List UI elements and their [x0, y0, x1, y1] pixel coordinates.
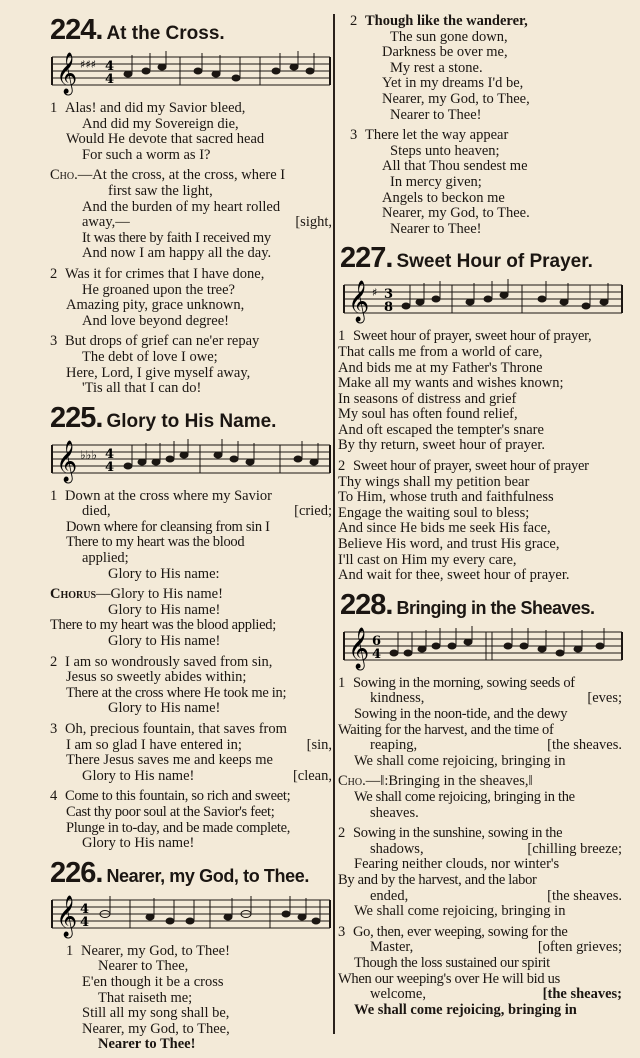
lyric-line: In seasons of distress and grief [338, 390, 517, 407]
hymn-name: Nearer, my God, to Thee. [106, 865, 309, 886]
lyric-line: And now I am happy all the day. [82, 245, 272, 262]
lyric-line: [clean, [292, 767, 332, 784]
verse-number: 2 [350, 13, 358, 29]
lyric-line: [the sheaves; [542, 986, 622, 1003]
svg-text:8: 8 [384, 300, 394, 316]
lyric-line: Nearer, my God, to Thee, [82, 1020, 230, 1037]
lyric-line: By thy return, sweet hour of prayer. [338, 437, 545, 454]
lyric-line: first saw the light, [108, 182, 213, 199]
lyric-line: My rest a stone. [390, 59, 483, 76]
lyric-line: Would He devote that sacred head [66, 131, 265, 148]
lyric-line: To Him, whose truth and faithfulness [338, 489, 554, 506]
lyric-line: Believe His word, and trust His grace, [338, 536, 560, 553]
svg-text:4: 4 [105, 72, 115, 87]
hymn-225-verse-4 [50, 789, 332, 851]
hymn-225-verse-1 [50, 489, 332, 583]
hymn-226-verse-2 [350, 14, 622, 123]
hymn-227-verse-1 [338, 329, 622, 454]
lyric-line: shadows, [370, 840, 424, 857]
hymn-number: 227. [340, 242, 393, 275]
hymn-225-verse-3 [50, 722, 332, 784]
lyric-line: We shall come rejoicing, bringing in [354, 752, 566, 769]
hymn-226-verse-1 [50, 944, 332, 1053]
lyric-line: applied; [82, 550, 129, 567]
lyric-line: And wait for thee, sweet hour of prayer. [338, 567, 570, 584]
verse-number: 4 [50, 788, 57, 805]
lyric-line: [the sheaves. [547, 887, 622, 904]
lyric-line: Nearer, my God, to Thee. [382, 205, 530, 222]
lyric-line: Darkness be over me, [382, 44, 508, 61]
lyric-line: Glory to His name: [108, 565, 220, 582]
lyric-line: Come to this fountain, so rich and sweet; [65, 788, 291, 805]
lyric-line: kindness, [370, 690, 425, 707]
svg-text:♯♯♯: ♯♯♯ [80, 58, 96, 71]
lyric-line: Angels to beckon me [382, 189, 505, 206]
verse-number: 3 [338, 923, 345, 940]
lyric-line: Nearer, my God, to Thee, [382, 90, 530, 107]
verse-number: 1 [338, 674, 345, 691]
lyric-line: —At the cross, at the cross, where I [77, 167, 286, 184]
hymn-228-verse-1 [338, 676, 622, 770]
lyric-line: Here, Lord, I give myself away, [66, 364, 251, 381]
lyric-line: [sight, [295, 214, 332, 231]
lyric-line: For such a worm as I? [82, 146, 211, 163]
right-column [336, 14, 622, 1023]
lyric-line: Nearer to Thee! [390, 106, 482, 123]
lyric-line: The debt of love I owe; [82, 348, 218, 365]
lyric-line: —‖:Bringing in the sheaves,‖ [365, 773, 533, 790]
lyric-line: Down where for cleansing from sin I [66, 518, 270, 535]
lyric-line: Sweet hour of prayer, sweet hour of prayer, [353, 328, 592, 345]
lyric-line: Still all my song shall be, [82, 1005, 230, 1022]
hymn-225-title [50, 402, 332, 435]
hymn-number: 224. [50, 14, 103, 46]
hymn-228-chorus [338, 774, 622, 821]
lyric-line: Glory to His name! [82, 767, 195, 784]
verse-number: 1 [338, 328, 345, 345]
lyric-line: Cast thy poor soul at the Savior's feet; [66, 803, 275, 820]
lyric-line: Sowing in the morning, sowing seeds of [353, 674, 575, 691]
lyric-line: Plunge in to-day, and be made complete, [66, 819, 291, 836]
lyric-line: [eves; [587, 690, 622, 707]
lyric-line: Nearer to Thee! [98, 1036, 196, 1053]
hymn-224-verse-1 [50, 101, 332, 163]
lyric-line: I am so glad I have entered in; [66, 736, 242, 753]
lyric-line: died, [82, 503, 111, 520]
svg-text:3: 3 [384, 287, 394, 303]
hymn-name: At the Cross. [106, 23, 225, 44]
hymn-name: Glory to His Name. [106, 410, 277, 432]
lyric-line: [the sheaves. [547, 737, 622, 754]
lyric-line: There to my heart was the blood applied; [50, 617, 276, 634]
verse-number: 2 [338, 825, 345, 842]
lyric-line: And did my Sovereign die, [82, 115, 239, 132]
lyric-line: [cried; [294, 503, 332, 520]
lyric-line: Oh, precious fountain, that saves from [65, 721, 287, 737]
hymn-224-verse-2 [50, 267, 332, 329]
lyric-line: Glory to His name! [108, 633, 221, 650]
lyric-line: Yet in my dreams I'd be, [382, 75, 524, 92]
lyric-line: Glory to His name! [108, 601, 221, 618]
music-staff [342, 624, 622, 672]
hymn-227-title [340, 242, 622, 275]
lyric-line: Glory to His name! [82, 835, 195, 852]
svg-text:4: 4 [105, 459, 115, 475]
svg-text:6: 6 [372, 633, 382, 649]
lyric-line: He groaned upon the tree? [82, 281, 235, 298]
lyric-line: Nearer to Thee, [98, 958, 189, 975]
hymn-225-chorus: Chorus—Glory to His name! Glory to His name! There to my heart was the blood applied; Glory to His name! [50, 587, 332, 649]
hymn-224-chorus [50, 168, 332, 262]
lyric-line: There to my heart was the blood [66, 534, 245, 551]
lyric-line: By and by the harvest, and the labor [338, 871, 537, 888]
lyric-line: Sowing in the noon-tide, and the dewy [354, 706, 568, 722]
lyric-line: Nearer to Thee! [390, 220, 482, 237]
verse-number: 3 [50, 333, 58, 350]
verse-number: 2 [338, 458, 345, 475]
lyric-line: There Jesus saves me and keeps me [66, 752, 273, 769]
lyric-line: away,— [82, 214, 130, 231]
lyric-line: [sin, [306, 736, 332, 753]
lyric-line: There at the cross where He took me in; [66, 684, 287, 701]
lyric-line: Steps unto heaven; [390, 142, 500, 159]
hymn-224-verse-3 [50, 334, 332, 396]
lyric-line: Glory to His name! [108, 700, 221, 717]
hymn-228-title [340, 589, 622, 622]
lyric-line: Alas! and did my Savior bleed, [65, 100, 246, 116]
lyric-line: Nearer, my God, to Thee! [81, 942, 230, 959]
lyric-line: Jesus so sweetly abides within; [66, 669, 247, 686]
svg-text:4: 4 [80, 914, 90, 930]
svg-text:𝄞: 𝄞 [56, 53, 78, 94]
lyric-line: There let the way appear [365, 127, 509, 144]
verse-number: 1 [66, 942, 74, 959]
lyric-line: Though the loss sustained our spirit [354, 954, 550, 971]
hymn-228-verse-2 [338, 826, 622, 920]
lyric-line: 'Tis all that I can do! [82, 380, 202, 397]
lyric-line: When our weeping's over He will bid us [338, 970, 560, 987]
lyric-line: Was it for crimes that I have done, [65, 265, 265, 282]
lyric-line: And since He bids me seek His face, [338, 520, 551, 537]
svg-text:𝄞: 𝄞 [348, 281, 370, 323]
column-divider [333, 14, 335, 1034]
hymn-224-title [50, 14, 332, 47]
lyric-line: We shall come rejoicing, bringing in the [354, 788, 575, 805]
chorus-label: Cho. [50, 167, 78, 184]
lyric-line: Make all my wants and wishes known; [338, 375, 564, 392]
lyric-line: Waiting for the harvest, and the time of [338, 721, 554, 738]
lyric-line: That raiseth me; [98, 989, 193, 1006]
lyric-line: sheaves. [370, 804, 419, 821]
verse-number: 3 [350, 127, 358, 144]
lyric-line: Master, [370, 939, 414, 956]
lyric-line: Engage the waiting soul to bless; [338, 504, 530, 521]
hymn-227-verse-2 [338, 459, 622, 584]
svg-text:4: 4 [105, 59, 115, 74]
music-staff [50, 49, 332, 97]
lyric-line: But drops of grief can ne'er repay [65, 333, 260, 350]
svg-text:♯: ♯ [372, 286, 378, 300]
chorus-label: Chorus [50, 586, 97, 603]
lyric-line: Amazing pity, grace unknown, [66, 297, 245, 314]
lyric-line: Go, then, ever weeping, sowing for the [353, 923, 568, 940]
lyric-line: Sweet hour of prayer, sweet hour of prayer [353, 458, 589, 475]
music-staff [50, 437, 332, 485]
lyric-line: And oft escaped the tempter's snare [338, 421, 544, 438]
hymn-number: 228. [340, 588, 393, 621]
svg-text:4: 4 [372, 646, 382, 662]
lyric-line: And the burden of my heart rolled [82, 198, 281, 215]
lyric-line: We shall come rejoicing, bringing in [354, 1001, 577, 1018]
lyric-line: E'en though it be a cross [82, 973, 224, 990]
lyric-line: I am so wondrously saved from sin, [65, 653, 273, 670]
lyric-line: And love beyond degree! [82, 312, 229, 329]
hymn-number: 226. [50, 856, 103, 889]
verse-number: 2 [50, 265, 58, 282]
lyric-line: [chilling breeze; [527, 840, 622, 857]
lyric-line: Down at the cross where my Savior [65, 487, 272, 504]
hymn-name: Sweet Hour of Prayer. [396, 251, 593, 273]
lyric-line: In mercy given; [390, 173, 482, 190]
lyric-line: We shall come rejoicing, bringing in [354, 903, 566, 920]
music-staff [342, 277, 622, 325]
verse-number: 1 [50, 487, 58, 504]
hymn-number: 225. [50, 401, 103, 434]
lyric-line: Though like the wanderer, [365, 13, 528, 29]
lyric-line: My soul has often found relief, [338, 406, 518, 423]
hymn-name: Bringing in the Sheaves. [396, 597, 595, 618]
lyric-line: Sowing in the sunshine, sowing in the [353, 825, 563, 842]
verse-number: 2 [50, 653, 58, 670]
hymn-226-title [50, 857, 332, 890]
svg-text:𝄞: 𝄞 [56, 895, 78, 937]
svg-text:𝄞: 𝄞 [56, 440, 78, 482]
lyric-line: All that Thou sendest me [382, 158, 528, 175]
svg-text:4: 4 [105, 446, 115, 462]
hymn-226-verse-3 [350, 128, 622, 237]
lyric-line: That calls me from a world of care, [338, 343, 543, 360]
hymn-225-verse-2 [50, 655, 332, 717]
lyric-line: I'll cast on Him my every care, [338, 551, 517, 568]
lyric-line: [often grieves; [537, 939, 622, 956]
svg-text:4: 4 [80, 901, 90, 917]
lyric-line: welcome, [370, 986, 426, 1003]
lyric-line: ended, [370, 887, 409, 904]
music-staff [50, 892, 332, 940]
left-column [50, 14, 332, 1058]
lyric-line: reaping, [370, 737, 418, 754]
lyric-line: Thy wings shall my petition bear [338, 473, 530, 490]
verse-number: 3 [50, 721, 58, 737]
hymn-228-verse-3 [338, 925, 622, 1019]
svg-text:𝄞: 𝄞 [348, 627, 370, 669]
lyric-line: And bids me at my Father's Throne [338, 359, 543, 376]
chorus-label: Cho. [338, 773, 366, 790]
lyric-line: It was there by faith I received my [82, 229, 271, 246]
lyric-line: The sun gone down, [390, 28, 508, 45]
lyric-line: Fearing neither clouds, nor winter's [354, 856, 560, 873]
svg-text:♭♭♭: ♭♭♭ [80, 447, 97, 462]
verse-number: 1 [50, 100, 58, 116]
lyric-line: Glory to His name! [110, 586, 223, 603]
